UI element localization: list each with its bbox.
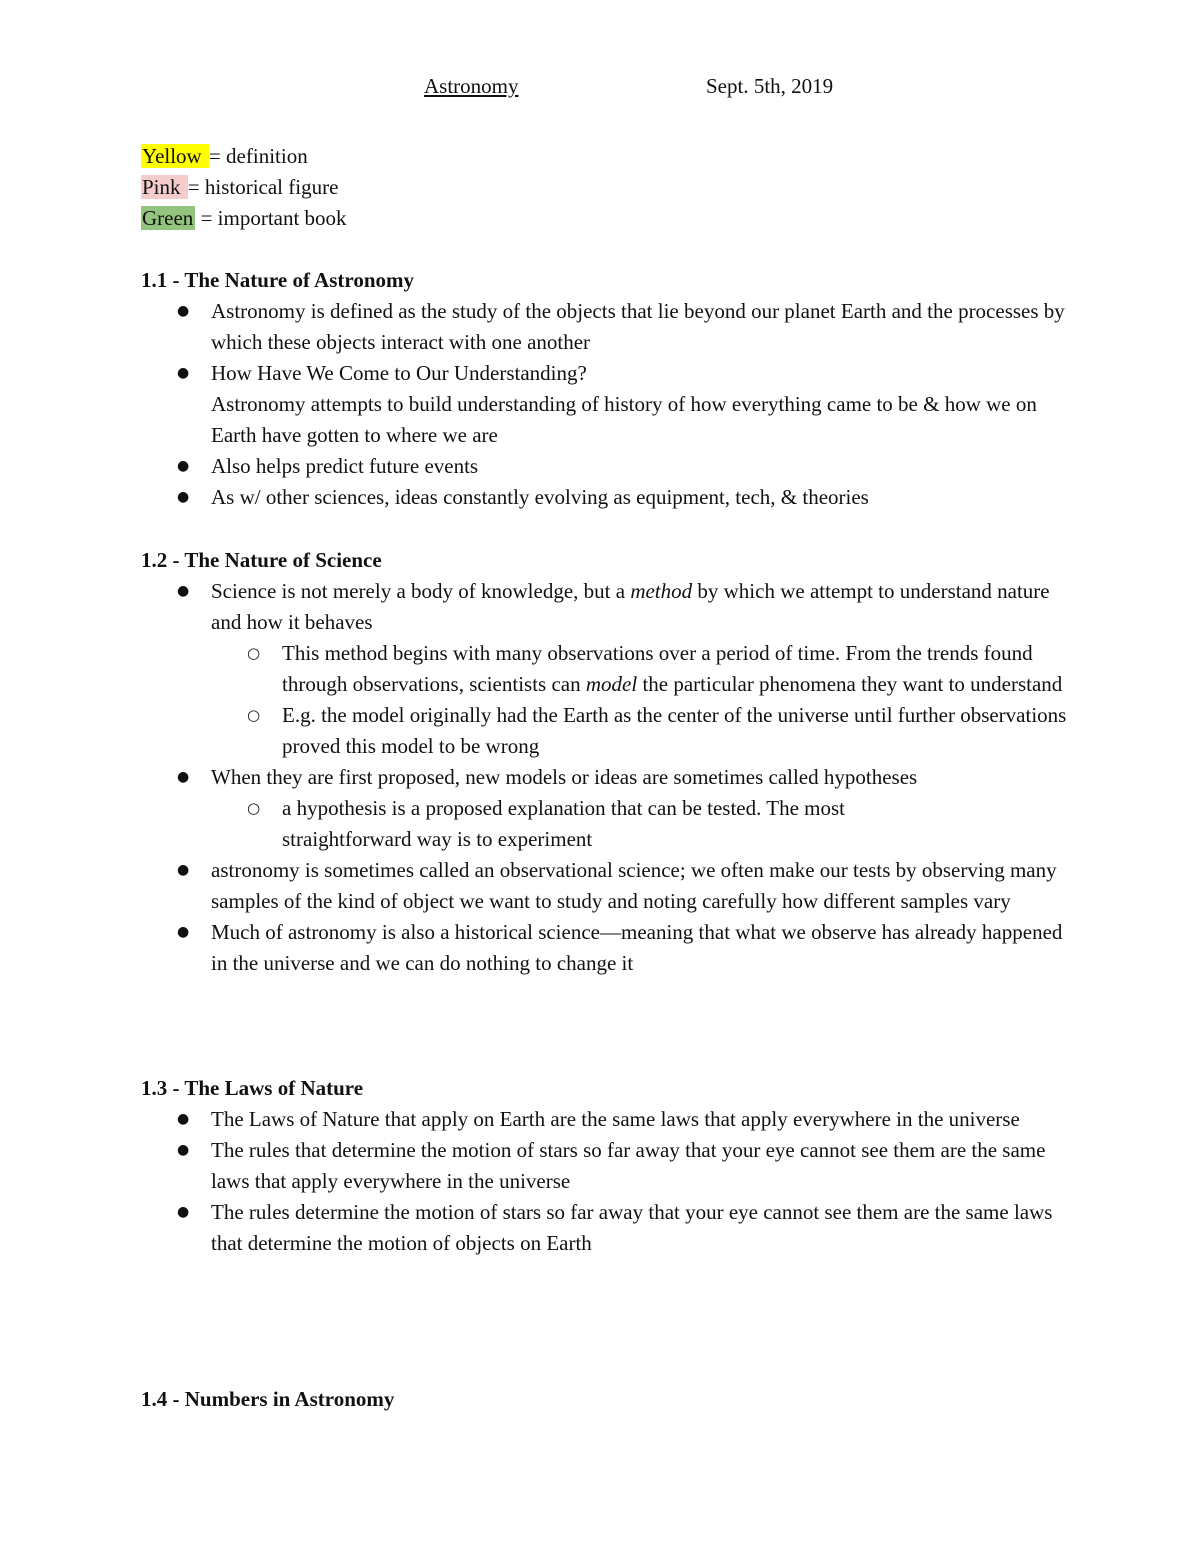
list-item bbox=[141, 576, 1071, 762]
legend-row-green bbox=[141, 203, 347, 234]
list-item bbox=[141, 762, 1071, 855]
legend-desc-pink: = historical figure bbox=[187, 175, 339, 199]
sub-bullet-list bbox=[211, 793, 1071, 855]
color-legend bbox=[141, 141, 347, 234]
legend-key-pink: Pink bbox=[142, 175, 186, 199]
section-nature-of-astronomy bbox=[141, 265, 1071, 513]
list-item: ● The rules that determine the motion of stars so far away that your eye cannot see them are the same laws that apply everywhere in the universe bbox=[141, 1135, 1071, 1197]
sub-list-item bbox=[211, 638, 1071, 700]
bullet-list bbox=[141, 296, 1071, 513]
page-title: Astronomy bbox=[424, 74, 519, 98]
emphasis-text: model bbox=[585, 672, 638, 696]
sub-list-item: ○ a hypothesis is a proposed explanation that can be tested. The most straightforward way is to experiment bbox=[211, 793, 1071, 855]
list-item: ● Also helps predict future events bbox=[141, 451, 1071, 482]
section-numbers-in-astronomy bbox=[141, 1384, 1071, 1415]
list-item: ● astronomy is sometimes called an observational science; we often make our tests by observing many samples of the kind of object we want to study and noting carefully how different samples vary bbox=[141, 855, 1071, 917]
emphasis-text: method bbox=[630, 579, 693, 603]
list-item-text: by which we attempt to understand nature and how it behaves bbox=[211, 579, 1050, 634]
section-heading: 1.1 - The Nature of Astronomy bbox=[141, 268, 414, 292]
list-item-text: When they are first proposed, new models or ideas are sometimes called hypotheses bbox=[211, 765, 918, 789]
document-header bbox=[0, 71, 1200, 102]
section-heading: 1.4 - Numbers in Astronomy bbox=[141, 1387, 395, 1411]
list-item-text: Astronomy attempts to build understanding of history of how everything came to be & how we on Earth have gotten to where we are bbox=[211, 392, 1037, 447]
list-item-text: Science is not merely a body of knowledge, but a bbox=[211, 579, 631, 603]
legend-desc-yellow: = definition bbox=[208, 144, 308, 168]
list-item-text: the particular phenomena they want to understand bbox=[637, 672, 1063, 696]
section-heading: 1.2 - The Nature of Science bbox=[141, 548, 382, 572]
sub-list-item: ○ E.g. the model originally had the Earth as the center of the universe until further observations proved this model to be wrong bbox=[211, 700, 1071, 762]
legend-desc-green: = important book bbox=[195, 206, 347, 230]
section-laws-of-nature bbox=[141, 1073, 1071, 1259]
section-nature-of-science bbox=[141, 545, 1071, 979]
list-item: ● Astronomy is defined as the study of the objects that lie beyond our planet Earth and the processes by which these objects interact with one another bbox=[141, 296, 1071, 358]
list-item-text: This method begins with many observations over a period of time. From the trends found through observations, scientists can bbox=[282, 641, 1033, 696]
bullet-list bbox=[141, 1104, 1071, 1259]
legend-row-yellow bbox=[141, 141, 347, 172]
page-date: Sept. 5th, 2019 bbox=[706, 74, 834, 98]
legend-key-green: Green bbox=[142, 206, 194, 230]
bullet-list bbox=[141, 576, 1071, 979]
list-item-text: ● How Have We Come to Our Understanding? bbox=[211, 361, 587, 385]
legend-row-pink bbox=[141, 172, 347, 203]
list-item: ● Much of astronomy is also a historical science—meaning that what we observe has already happened in the universe and we can do nothing to change it bbox=[141, 917, 1071, 979]
list-item bbox=[141, 358, 1071, 451]
list-item: ● As w/ other sciences, ideas constantly evolving as equipment, tech, & theories bbox=[141, 482, 1071, 513]
legend-key-yellow: Yellow bbox=[142, 144, 207, 168]
list-item: ● The Laws of Nature that apply on Earth are the same laws that apply everywhere in the universe bbox=[141, 1104, 1071, 1135]
list-item: ● The rules determine the motion of stars so far away that your eye cannot see them are the same laws that determine the motion of objects on Earth bbox=[141, 1197, 1071, 1259]
sub-bullet-list bbox=[211, 638, 1071, 762]
section-heading: 1.3 - The Laws of Nature bbox=[141, 1076, 364, 1100]
